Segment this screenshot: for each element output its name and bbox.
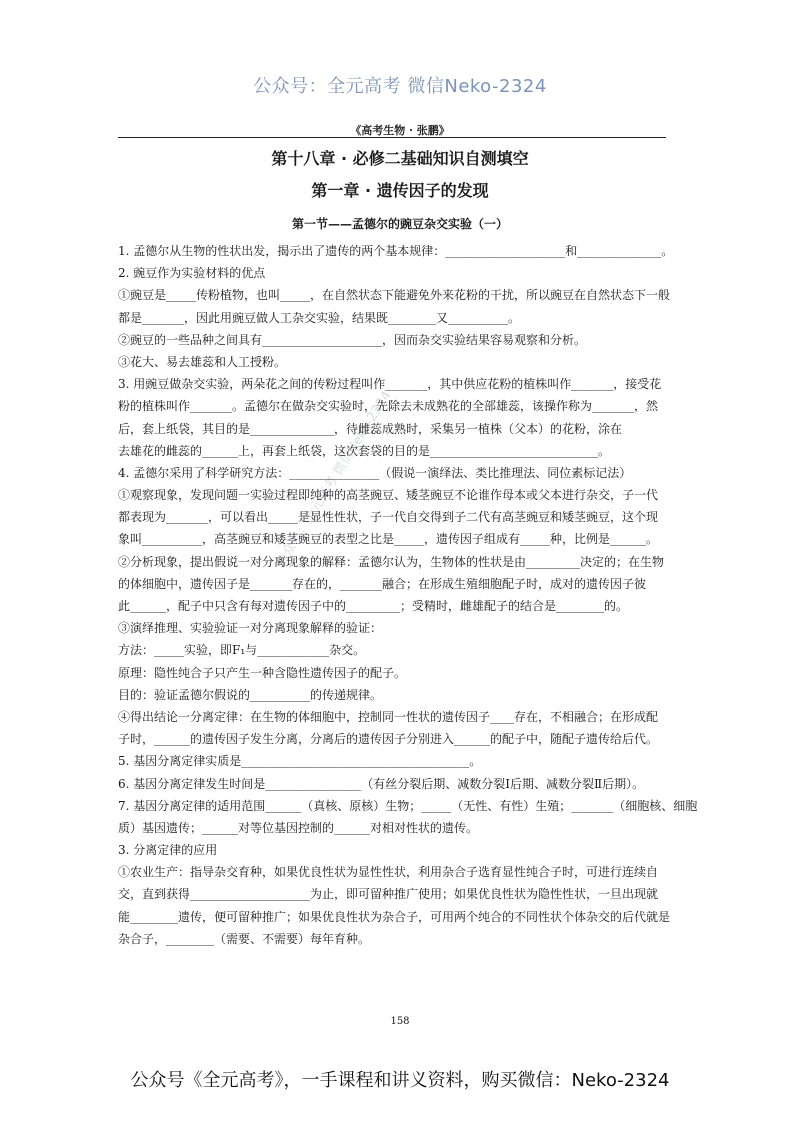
text-line: 4. 孟德尔采用了科学研究方法：_______________（假说一演绎法、类比推理法、同位素标记法） <box>118 465 632 480</box>
section-title: 第一节——孟德尔的豌豆杂交实验（一） <box>291 217 508 231</box>
watermark-bottom: 公众号《全元高考》，一手课程和讲义资料，购买微信：Neko-2324 <box>130 1070 670 1091</box>
text-line: 的体细胞中，遗传因子是_______存在的，_______融合；在形成生殖细胞配子时，成对的遗传因子彼 <box>118 576 647 591</box>
page-number: 158 <box>390 1016 410 1027</box>
text-line: ①观察现象，发现问题一实验过程即纯种的高茎豌豆、矮茎豌豆不论谁作母本或父本进行杂交，子一代 <box>118 488 659 503</box>
text-line: 粉的植株叫作_______。孟德尔在做杂交实验时，先除去未成熟花的全部雄蕊，该操作称为_______，然 <box>118 399 659 414</box>
text-line: ③花大、易去雄蕊和人工授粉。 <box>118 354 287 369</box>
text-line: 3. 用豌豆做杂交实验，两朵花之间的传粉过程叫作_______，其中供应花粉的植株叫作_______，接受花 <box>118 377 662 392</box>
chapter-title: 第十八章 · 必修二基础知识自测填空 <box>271 149 529 168</box>
text-line: 5. 基因分离定律实质是______________________________________。 <box>118 754 482 769</box>
text-line: 能________遗传，便可留种推广；如果优良性状为杂合子，可用两个纯合的不同性状个体杂交的后代就是 <box>118 909 671 924</box>
text-line: 去雄花的雌蕊的______上，再套上纸袋，这次套袋的目的是____________________________。 <box>118 443 611 458</box>
text-line: 6. 基因分离定律发生时间是________________（有丝分裂后期、减数分裂Ⅰ后期、减数分裂Ⅱ后期）。 <box>118 776 645 791</box>
book-label: 《高考生物 · 张鹏》 <box>350 124 450 137</box>
text-line: 都表现为_______，可以看出_____是显性性状，子一代自交得到子二代有高茎豌豆和矮茎豌豆，这个现 <box>118 510 659 525</box>
text-line: 目的：验证孟德尔假说的__________的传递规律。 <box>118 687 383 702</box>
text-line: 方法：_____实验，即F₁与____________杂交。 <box>118 643 366 658</box>
text-line: 2. 豌豆作为实验材料的优点 <box>118 266 266 281</box>
text-line: 杂合子，________（需要、不需要）每年育种。 <box>118 931 371 946</box>
text-line: ④得出结论一分离定律：在生物的体细胞中，控制同一性状的遗传因子____存在，不相融合；在形成配 <box>118 709 659 724</box>
watermark-top: 公众号：全元高考 微信Neko-2324 <box>253 76 547 97</box>
text-line: ②分析现象，提出假说一对分离现象的解释：孟德尔认为，生物体的性状是由_________决定的；在生物 <box>118 554 665 569</box>
text-line: ②豌豆的一些品种之间具有____________________，因而杂交实验结果容易观察和分析。 <box>118 332 587 347</box>
text-line: 原理：隐性纯合子只产生一种含隐性遗传因子的配子。 <box>118 665 407 680</box>
diagonal-watermark: 公众号：全元高考 微信Neko-2324 <box>273 388 395 571</box>
header-rule <box>118 137 666 138</box>
worksheet-body <box>118 240 698 950</box>
text-line: 子时，______的遗传因子发生分离，分离后的遗传因子分别进入______的配子中，随配子遗传给后代。 <box>118 732 659 747</box>
text-line: 后，套上纸袋，其目的是______________，待雌蕊成熟时，采集另一植株（父本）的花粉，涂在 <box>118 421 623 436</box>
text-line: ③演绎推理、实验验证一对分离现象解释的验证： <box>118 621 383 636</box>
text-line: 象叫__________，高茎豌豆和矮茎豌豆的表型之比是_____，遗传因子组成有_____种，比例是______。 <box>118 532 659 547</box>
text-line: ①农业生产：指导杂交育种，如果优良性状为显性性状，利用杂合子选育显性纯合子时，可进行连续自 <box>118 865 659 880</box>
text-line: 3. 分离定律的应用 <box>118 843 218 858</box>
text-line: 都是_______，因此用豌豆做人工杂交实验，结果既________又__________。 <box>118 310 521 325</box>
text-line: 质）基因遗传；______对等位基因控制的______对相对性状的遗传。 <box>118 820 479 835</box>
text-line: ①豌豆是_____传粉植物，也叫_____，在自然状态下能避免外来花粉的干扰，所以豌豆在自然状态下一般 <box>118 288 671 303</box>
text-line: 1. 孟德尔从生物的性状出发，揭示出了遗传的两个基本规律：____________________和______________。 <box>118 244 674 258</box>
text-line: 交，直到获得____________________为止，即可留种推广使用；如果优良性状为隐性性状，一旦出现就 <box>118 887 659 902</box>
text-line: 7. 基因分离定律的适用范围______（真核、原核）生物；_____（无性、有性）生殖；_______（细胞核、细胞 <box>118 798 698 813</box>
sub-title: 第一章 · 遗传因子的发现 <box>311 181 489 200</box>
text-line: 此______，配子中只含有每对遗传因子中的_________；受精时，雌雄配子的结合是________的。 <box>118 599 629 613</box>
